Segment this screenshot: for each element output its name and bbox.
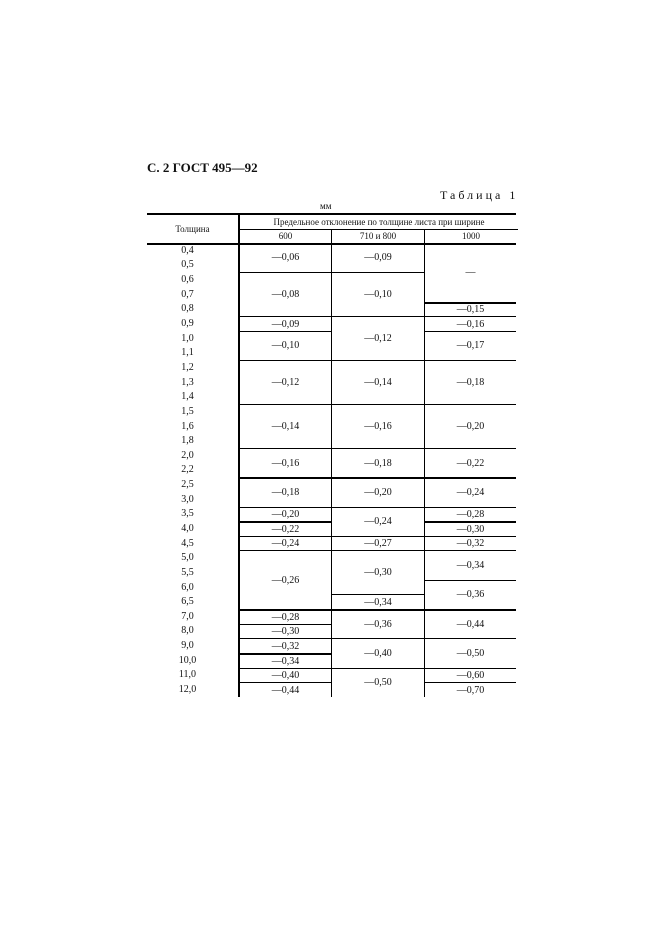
deviation-cell: —0,15 [424,302,516,317]
table-label: Таблица 1 [440,188,519,202]
thickness-cell: 0,4 [181,244,194,256]
deviation-cell: —0,27 [331,536,424,551]
deviation-cell: —0,30 [331,550,424,594]
deviation-cell: —0,24 [424,477,516,506]
deviation-cell: —0,14 [331,360,424,404]
deviation-cell: —0,32 [424,536,516,551]
deviation-cell: —0,18 [238,477,331,506]
thickness-cell: 4,0 [181,522,194,534]
page-header: С. 2 ГОСТ 495—92 [147,160,258,175]
tolerance-table [147,243,516,697]
deviation-cell: — [424,243,516,302]
thickness-cell: 2,2 [181,464,194,476]
thickness-cell: 3,0 [181,493,194,505]
deviation-cell: —0,50 [331,668,424,697]
deviation-cell: —0,26 [238,550,331,609]
thickness-cell: 2,5 [181,479,194,491]
thickness-cell: 1,8 [181,435,194,447]
deviation-cell: —0,30 [238,624,331,639]
thickness-cell: 10,0 [178,654,197,666]
thickness-cell: 11,0 [178,669,197,681]
table-header [147,213,516,245]
deviation-cell: —0,16 [238,448,331,477]
deviation-cell: —0,20 [238,507,331,522]
thickness-cell: 1,6 [181,420,194,432]
thickness-cell: 1,3 [181,376,194,388]
deviation-cell: —0,36 [331,609,424,638]
deviation-cell: —0,06 [238,243,331,272]
deviation-cell: —0,40 [238,668,331,683]
thickness-cell: 0,5 [181,259,194,271]
deviation-cell: —0,17 [424,331,516,360]
deviation-cell: —0,34 [238,653,331,668]
thickness-cell: 5,5 [181,566,194,578]
deviation-cell: —0,34 [331,594,424,609]
deviation-cell: —0,30 [424,521,516,536]
thickness-cell: 6,5 [181,596,194,608]
deviation-cell: —0,09 [331,243,424,272]
deviation-cell: —0,08 [238,272,331,316]
deviation-cell: —0,18 [424,360,516,404]
thickness-cell: 1,4 [181,391,194,403]
unit-label: мм [320,201,332,211]
deviation-cell: —0,28 [424,507,516,522]
deviation-cell: —0,32 [238,638,331,653]
deviation-cell: —0,34 [424,550,516,579]
deviation-cell: —0,22 [424,448,516,477]
deviation-cell: —0,40 [331,638,424,667]
thickness-cell: 1,2 [181,361,194,373]
deviation-cell: —0,22 [238,521,331,536]
header-width-710-800: 710 и 800 [331,230,424,243]
thickness-cell: 5,0 [181,552,194,564]
thickness-cell: 8,0 [181,625,194,637]
deviation-cell: —0,10 [238,331,331,360]
header-thickness: Толщина [175,224,210,234]
thickness-cell: 0,9 [181,318,194,330]
deviation-cell: —0,12 [238,360,331,404]
deviation-cell: —0,20 [331,477,424,506]
deviation-cell: —0,24 [238,536,331,551]
header-width-600: 600 [238,230,331,243]
deviation-cell: —0,20 [424,404,516,448]
deviation-cell: —0,70 [424,682,516,697]
deviation-cell: —0,14 [238,404,331,448]
deviation-cell: —0,10 [331,272,424,316]
deviation-cell: —0,28 [238,609,331,624]
deviation-cell: —0,44 [424,609,516,638]
thickness-cell: 0,6 [181,274,194,286]
thickness-cell: 1,0 [181,332,194,344]
deviation-cell: —0,12 [331,316,424,360]
thickness-cell: 12,0 [178,684,197,696]
deviation-cell: —0,16 [331,404,424,448]
thickness-cell: 0,8 [181,303,194,315]
header-deviation-group: Предельное отклонение по толщине листа при ширине [238,215,518,230]
deviation-cell: —0,50 [424,638,516,667]
header-width-1000: 1000 [424,230,517,243]
thickness-cell: 1,1 [181,347,194,359]
deviation-cell: —0,60 [424,668,516,683]
thickness-cell: 1,5 [181,405,194,417]
deviation-cell: —0,18 [331,448,424,477]
deviation-cell: —0,16 [424,316,516,331]
thickness-cell: 2,0 [181,449,194,461]
thickness-cell: 6,0 [181,581,194,593]
deviation-cell: —0,09 [238,316,331,331]
deviation-cell: —0,44 [238,682,331,697]
deviation-cell: —0,24 [331,507,424,536]
deviation-cell: —0,36 [424,580,516,609]
thickness-cell: 7,0 [181,610,194,622]
thickness-cell: 0,7 [181,288,194,300]
thickness-cell: 9,0 [181,640,194,652]
thickness-cell: 4,5 [181,537,194,549]
thickness-cell: 3,5 [181,508,194,520]
